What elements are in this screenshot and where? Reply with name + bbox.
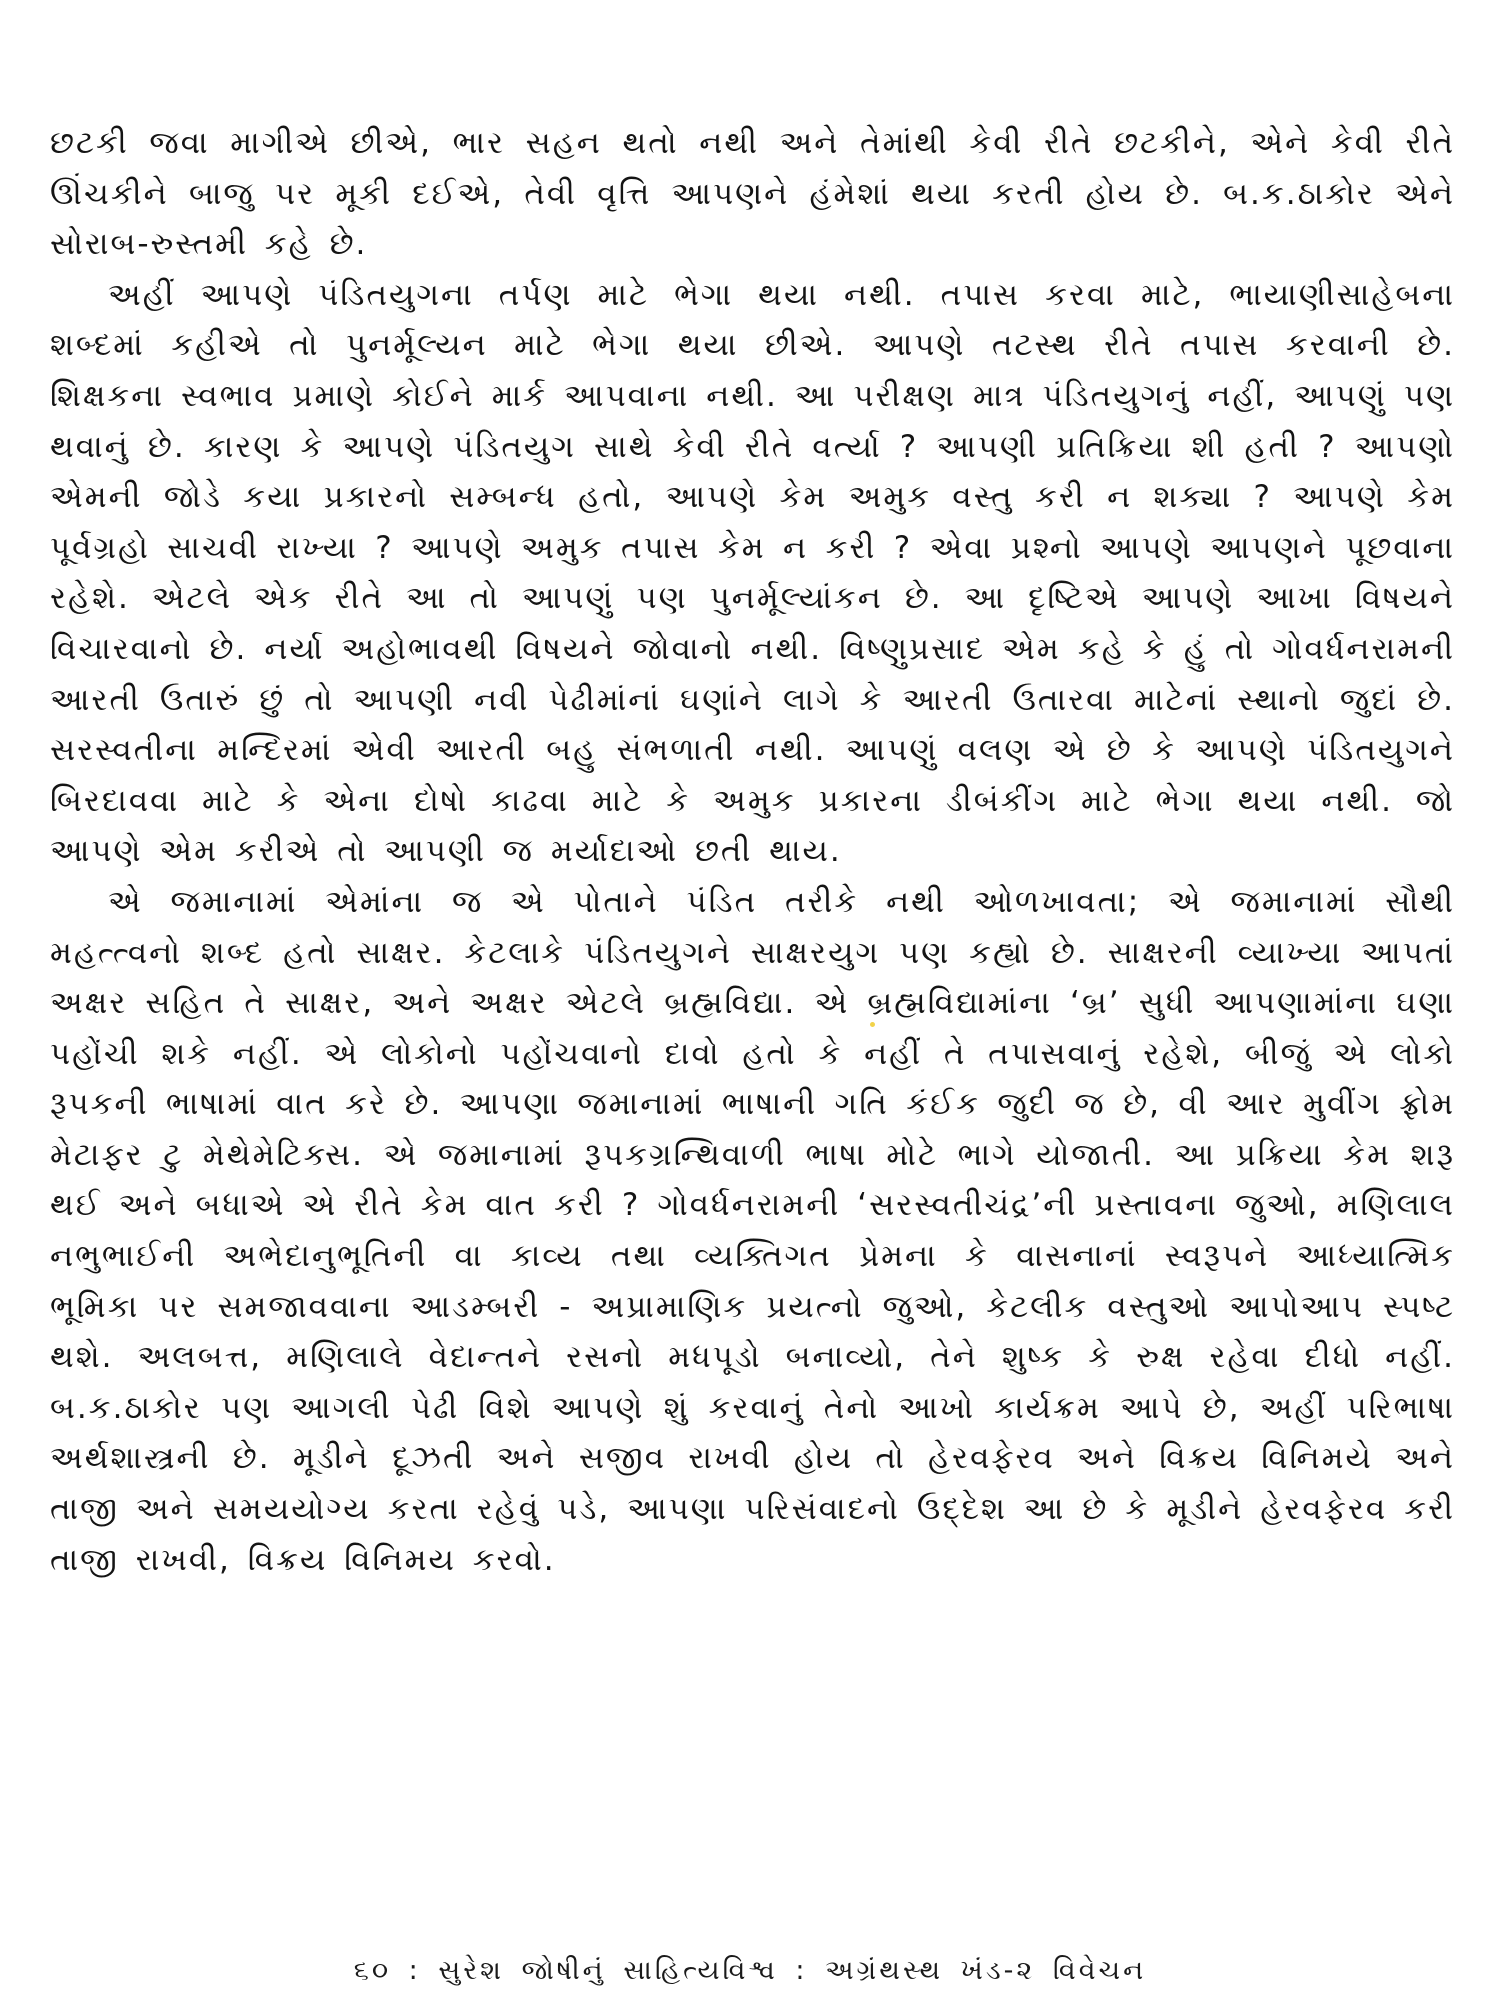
scan-speck [870, 1022, 875, 1027]
paragraph-1: છટકી જવા માગીએ છીએ, ભાર સહન થતો નથી અને તેમાંથી કેવી રીતે છટકીને, એને કેવી રીતે ઊંચકીને બાજુ પર મૂકી દઈએ, તેવી વૃત્તિ આપણને હંમેશાં થયા કરતી હોય છે. બ.ક.ઠાકોર એને સોરાબ-રુસ્તમી કહે છે. [50, 125, 1455, 263]
page-footer: ૬૦ : સુરેશ જોષીનું સાહિત્યવિશ્વ : અગ્રંથસ્થ ખંડ-૨ વિવેચન [353, 1955, 1147, 1986]
paragraph-2: અહીં આપણે પંડિતયુગના તર્પણ માટે ભેગા થયા નથી. તપાસ કરવા માટે, ભાયાણીસાહેબના શબ્દમાં કહીએ તો પુનર્મૂલ્યન માટે ભેગા થયા છીએ. આપણે તટસ્થ રીતે તપાસ કરવાની છે. શિક્ષકના સ્વભાવ પ્રમાણે કોઈને માર્ક આપવાના નથી. આ પરીક્ષણ માત્ર પંડિતયુગનું નહીં, આપણું પણ થવાનું છે. કારણ કે આપણે પંડિતયુગ સાથે કેવી રીતે વર્ત્યા ? આપણી પ્રતિક્રિયા શી હતી ? આપણો એમની જોડે કયા પ્રકારનો સમ્બન્ધ હતો, આપણે કેમ અમુક વસ્તુ કરી ન શક્યા ? આપણે કેમ પૂર્વગ્રહો સાચવી રાખ્યા ? આપણે અમુક તપાસ કેમ ન કરી ? એવા પ્રશ્નો આપણે આપણને પૂછવાના રહેશે. એટલે એક રીતે આ તો આપણું પણ પુનર્મૂલ્યાંકન છે. આ દૃષ્ટિએ આપણે આખા વિષયને વિચારવાનો છે. નર્યા અહોભાવથી વિષયને જોવાનો નથી. વિષ્ણુપ્રસાદ એમ કહે કે હું તો ગોવર્ધનરામની આરતી ઉતારું છું તો આપણી નવી પેઢીમાંનાં ઘણાંને લાગે કે આરતી ઉતારવા માટેનાં સ્થાનો જુદાં છે. સરસ્વતીના મન્દિરમાં એવી આરતી બહુ સંભળાતી નથી. આપણું વલણ એ છે કે આપણે પંડિતયુગને બિરદાવવા માટે કે એના દોષો કાઢવા માટે કે અમુક પ્રકારના ડીબંકીંગ માટે ભેગા થયા નથી. જો આપણે એમ કરીએ તો આપણી જ મર્યાદાઓ છતી થાય. [50, 276, 1455, 870]
paragraph-3: એ જમાનામાં એમાંના જ એ પોતાને પંડિત તરીકે નથી ઓળખાવતા; એ જમાનામાં સૌથી મહત્ત્વનો શબ્દ હતો સાક્ષર. કેટલાકે પંડિતયુગને સાક્ષરયુગ પણ કહ્યો છે. સાક્ષરની વ્યાખ્યા આપતાં અક્ષર સહિત તે સાક્ષર, અને અક્ષર એટલે બ્રહ્મવિદ્યા. એ બ્રહ્મવિદ્યામાંના ‘બ્ર’ સુધી આપણામાંના ઘણા પહોંચી શકે નહીં. એ લોકોનો પહોંચવાનો દાવો હતો કે નહીં તે તપાસવાનું રહેશે, બીજું એ લોકો રૂપકની ભાષામાં વાત કરે છે. આપણા જમાનામાં ભાષાની ગતિ કંઈક જુદી જ છે, વી આર મુવીંગ ફ્રોમ મેટાફર ટુ મેથેમેટિક્સ. એ જમાનામાં રૂપકગ્રન્થિવાળી ભાષા મોટે ભાગે યોજાતી. આ પ્રક્રિયા કેમ શરૂ થઈ અને બધાએ એ રીતે કેમ વાત કરી ? ગોવર્ધનરામની ‘સરસ્વતીચંદ્ર’ની પ્રસ્તાવના જુઓ, મણિલાલ નભુભાઈની અભેદાનુભૂતિની વા કાવ્ય તથા વ્યક્તિગત પ્રેમના કે વાસનાનાં સ્વરૂપને આધ્યાત્મિક ભૂમિકા પર સમજાવવાના આડમ્બરી - અપ્રામાણિક પ્રયત્નો જુઓ, કેટલીક વસ્તુઓ આપોઆપ સ્પષ્ટ થશે. અલબત્ત, મણિલાલે વેદાન્તને રસનો મધપૂડો બનાવ્યો, તેને શુષ્ક કે રુક્ષ રહેવા દીધો નહીં. બ.ક.ઠાકોર પણ આગલી પેઢી વિશે આપણે શું કરવાનું તેનો આખો કાર્યક્રમ આપે છે, અહીં પરિભાષા અર્થશાસ્ત્રની છે. મૂડીને દૂઝતી અને સજીવ રાખવી હોય તો હેરવફેરવ અને વિક્રય વિનિમયે અને તાજી અને સમયયોગ્ય કરતા રહેવું પડે, આપણા પરિસંવાદનો ઉદ્દેશ આ છે કે મૂડીને હેરવફેરવ કરી તાજી રાખવી, વિક્રય વિનિમય કરવો. [50, 883, 1455, 1578]
body-text [50, 118, 1455, 1585]
